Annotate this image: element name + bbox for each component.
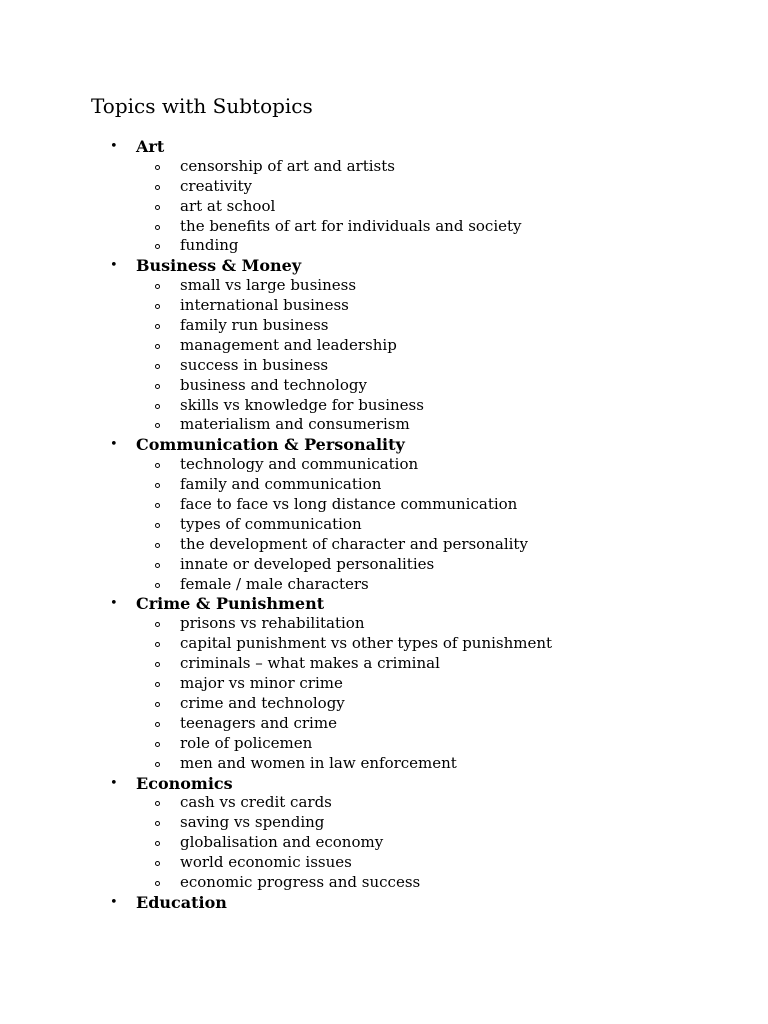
subtopic-label: role of policemen [180,733,313,752]
subtopic-label: cash vs credit cards [180,793,332,812]
hollow-bullet-icon [155,821,160,826]
subtopic-label: capital punishment vs other types of punishment [180,634,553,653]
bullet-icon: • [110,437,118,453]
subtopic-label: skills vs knowledge for business [180,395,424,414]
subtopic-label: materialism and consumerism [180,415,410,434]
bullet-icon: • [110,894,118,910]
hollow-bullet-icon [155,801,160,806]
hollow-bullet-icon [155,762,160,767]
hollow-bullet-icon [155,324,160,329]
topic-label: Education [136,892,227,912]
hollow-bullet-icon [155,463,160,468]
subtopic-label: face to face vs long distance communication [180,495,518,514]
subtopic-label: economic progress and success [180,872,421,891]
subtopic-label: criminals – what makes a criminal [180,654,440,673]
hollow-bullet-icon [155,304,160,309]
topic-label: Economics [136,773,233,793]
hollow-bullet-icon [155,165,160,170]
hollow-bullet-icon [155,682,160,687]
bullet-icon: • [110,139,118,154]
hollow-bullet-icon [155,622,160,627]
subtopic-label: the benefits of art for individuals and society [180,216,522,235]
subtopic-label: funding [180,236,239,255]
hollow-bullet-icon [155,284,160,289]
subtopic-label: family and communication [180,475,382,494]
hollow-bullet-icon [155,344,160,349]
hollow-bullet-icon [155,244,160,249]
hollow-bullet-icon [155,185,160,190]
subtopic-label: small vs large business [180,276,357,295]
hollow-bullet-icon [155,423,160,428]
hollow-bullet-icon [155,404,160,409]
hollow-bullet-icon [155,861,160,866]
subtopic-label: prisons vs rehabilitation [180,614,365,633]
subtopic-label: world economic issues [180,853,352,872]
topic-label: Art [136,137,165,156]
hollow-bullet-icon [155,483,160,488]
subtopic-label: major vs minor crime [180,674,343,693]
hollow-bullet-icon [155,225,160,230]
subtopic-label: censorship of art and artists [180,156,395,175]
hollow-bullet-icon [155,543,160,548]
subtopic-label: globalisation and economy [180,833,384,852]
subtopic-label: teenagers and crime [180,713,337,732]
hollow-bullet-icon [155,364,160,369]
subtopic-label: family run business [180,316,329,335]
hollow-bullet-icon [155,503,160,508]
hollow-bullet-icon [155,722,160,727]
hollow-bullet-icon [155,662,160,667]
subtopic-label: art at school [180,196,276,215]
page-title: Topics with Subtopics [91,94,313,118]
hollow-bullet-icon [155,841,160,846]
hollow-bullet-icon [155,205,160,210]
subtopic-label: men and women in law enforcement [180,753,457,772]
hollow-bullet-icon [155,702,160,707]
subtopic-label: innate or developed personalities [180,554,435,573]
subtopic-label: the development of character and personality [180,534,528,553]
hollow-bullet-icon [155,742,160,747]
subtopic-label: international business [180,296,349,315]
topic-label: Crime & Punishment [136,594,325,614]
hollow-bullet-icon [155,563,160,568]
bullet-icon: • [110,775,118,791]
hollow-bullet-icon [155,384,160,389]
topic-label: Communication & Personality [136,435,405,455]
subtopic-label: female / male characters [180,574,369,593]
hollow-bullet-icon [155,523,160,528]
subtopic-label: success in business [180,355,329,374]
hollow-bullet-icon [155,642,160,647]
subtopic-label: crime and technology [180,693,345,712]
topic-label: Business & Money [136,256,302,276]
subtopic-label: saving vs spending [180,813,325,832]
bullet-icon: • [110,596,118,612]
subtopic-label: business and technology [180,375,367,394]
hollow-bullet-icon [155,881,160,886]
hollow-bullet-icon [155,583,160,588]
bullet-icon: • [110,258,118,274]
subtopic-label: creativity [180,176,252,195]
subtopic-label: technology and communication [180,455,419,474]
subtopic-label: types of communication [180,514,362,533]
subtopic-label: management and leadership [180,335,397,354]
